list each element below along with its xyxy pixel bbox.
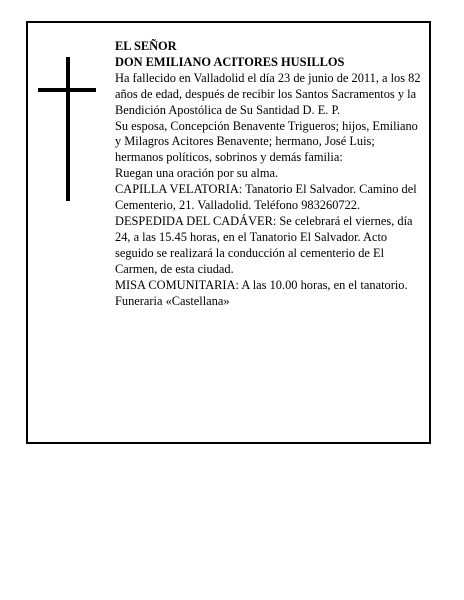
mass-paragraph: MISA COMUNITARIA: A las 10.00 horas, en el tanatorio. [115, 277, 408, 292]
obituary-notice [26, 21, 431, 444]
obituary-text [115, 39, 425, 309]
cross-vertical-bar [66, 57, 70, 201]
farewell-paragraph: DESPEDIDA DEL CADÁVER: Se celebrará el viernes, día 24, a las 15.45 horas, en el Tanatorio El Salvador. Acto seguido se realizará la conducción al cementerio de El Carmen, de esta ciudad. [115, 213, 413, 276]
wake-chapel-paragraph: CAPILLA VELATORIA: Tanatorio El Salvador. Camino del Cementerio, 21. Valladolid. Teléfono 983260722. [115, 182, 417, 213]
funeral-home-paragraph: Funeraria «Castellana» [115, 293, 230, 308]
deceased-name: DON EMILIANO ACITORES HUSILLOS [115, 54, 345, 69]
family-paragraph: Su esposa, Concepción Benavente Trigueros; hijos, Emiliano y Milagros Acitores Benavente; hermano, José Luis; hermanos políticos, sobrinos y demás familia: [115, 118, 418, 165]
latin-cross-icon [38, 57, 96, 201]
prayer-request-paragraph: Ruegan una oración por su alma. [115, 166, 279, 181]
death-announcement-paragraph: Ha fallecido en Valladolid el día 23 de junio de 2011, a los 82 años de edad, después de recibir los Santos Sacramentos y la Bendición Apostólica de Su Santidad D. E. P. [115, 70, 421, 117]
deceased-title: EL SEÑOR [115, 39, 177, 53]
cross-horizontal-bar [38, 88, 96, 92]
